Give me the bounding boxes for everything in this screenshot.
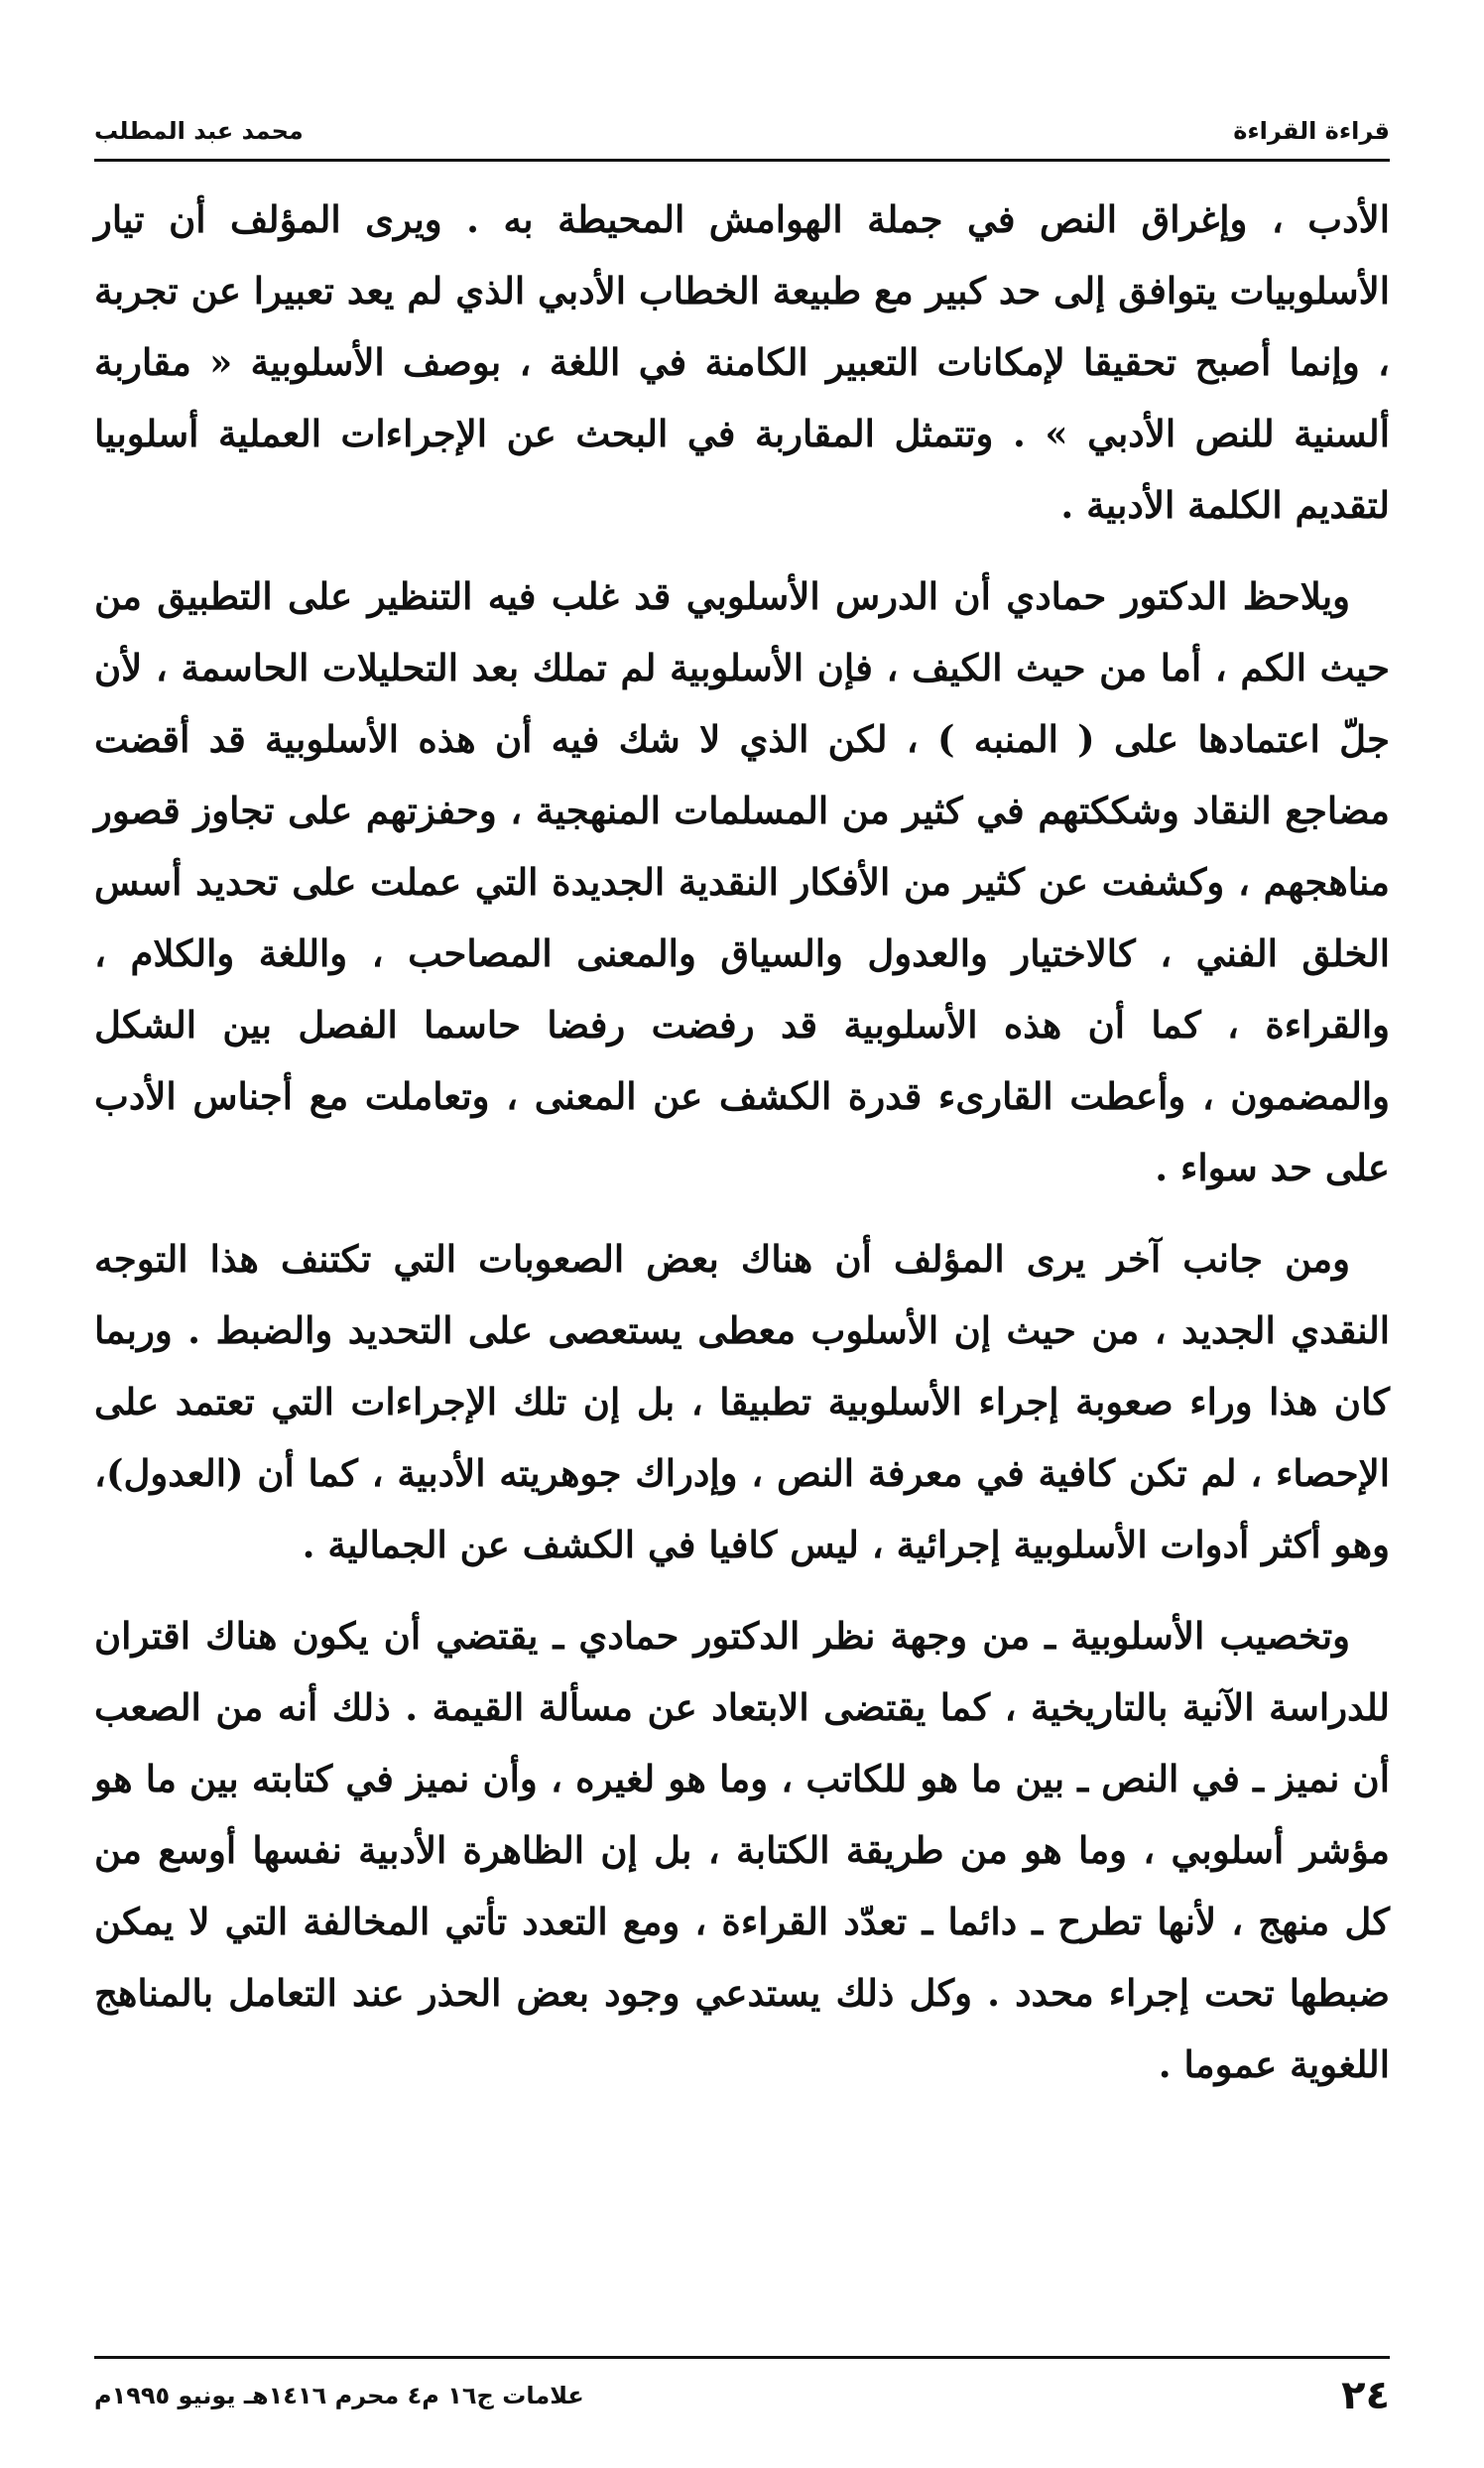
page-number: ٢٤ xyxy=(1341,2373,1390,2418)
paragraph-2: ويلاحظ الدكتور حمادي أن الدرس الأسلوبي قد غلب فيه التنظير على التطبيق من حيث الكم ، أما من حيث الكيف ، فإن الأسلوبية لم تملك بعد التحليلات الحاسمة ، لأن جلّ اعتمادها على ( المنبه ) ، لكن الذي لا شك فيه أن هذه الأسلوبية قد أقضت مضاجع النقاد وشككتهم في كثير من المسلمات المنهجية ، وحفزتهم على تجاوز قصور مناهجهم ، وكشفت عن كثير من الأفكار النقدية الجديدة التي عملت على تحديد أسس الخلق الفني ، كالاختيار والعدول والسياق والمعنى المصاحب ، واللغة والكلام ، والقراءة ، كما أن هذه الأسلوبية قد رفضت رفضا حاسما الفصل بين الشكل والمضمون ، وأعطت القارىء قدرة الكشف عن المعنى ، وتعاملت مع أجناس الأدب على حد سواء . xyxy=(94,574,1390,1189)
header-rule xyxy=(94,159,1390,162)
running-header xyxy=(94,111,1390,151)
page-footer xyxy=(94,2366,1390,2425)
running-title: قراءة القراءة xyxy=(1233,117,1390,145)
article-body xyxy=(94,184,1390,2120)
paragraph-3: ومن جانب آخر يرى المؤلف أن هناك بعض الصعوبات التي تكتنف هذا التوجه النقدي الجديد ، من حيث إن الأسلوب معطى يستعصى على التحديد والضبط . وربما كان هذا وراء صعوبة إجراء الأسلوبية تطبيقا ، بل إن تلك الإجراءات التي تعتمد على الإحصاء ، لم تكن كافية في معرفة النص ، وإدراك جوهريته الأدبية ، كما أن (العدول)، وهو أكثر أدوات الأسلوبية إجرائية ، ليس كافيا في الكشف عن الجمالية . xyxy=(94,1237,1390,1566)
paragraph-4: وتخصيب الأسلوبية ـ من وجهة نظر الدكتور حمادي ـ يقتضي أن يكون هناك اقتران للدراسة الآنية بالتاريخية ، كما يقتضى الابتعاد عن مسألة القيمة . ذلك أنه من الصعب أن نميز ـ في النص ـ بين ما هو للكاتب ، وما هو لغيره ، وأن نميز في كتابته بين ما هو مؤشر أسلوبي ، وما هو من طريقة الكتابة ، بل إن الظاهرة الأدبية نفسها أوسع من كل منهج ، لأنها تطرح ـ دائما ـ تعدّد القراءة ، ومع التعدد تأتي المخالفة التي لا يمكن ضبطها تحت إجراء محدد . وكل ذلك يستدعي وجود بعض الحذر عند التعامل بالمناهج اللغوية عموما . xyxy=(94,1614,1390,2086)
journal-citation: علامات ج١٦ م٤ محرم ١٤١٦هـ يونيو ١٩٩٥م xyxy=(94,2382,584,2409)
footer-rule xyxy=(94,2356,1390,2359)
paragraph-1: الأدب ، وإغراق النص في جملة الهوامش المحيطة به . ويرى المؤلف أن تيار الأسلوبيات يتوافق إلى حد كبير مع طبيعة الخطاب الأدبي الذي لم يعد تعبيرا عن تجربة ، وإنما أصبح تحقيقا لإمكانات التعبير الكامنة في اللغة ، بوصف الأسلوبية « مقاربة ألسنية للنص الأدبي » . وتتمثل المقاربة في البحث عن الإجراءات العملية أسلوبيا لتقديم الكلمة الأدبية . xyxy=(94,197,1390,527)
running-author: محمد عبد المطلب xyxy=(94,117,304,145)
